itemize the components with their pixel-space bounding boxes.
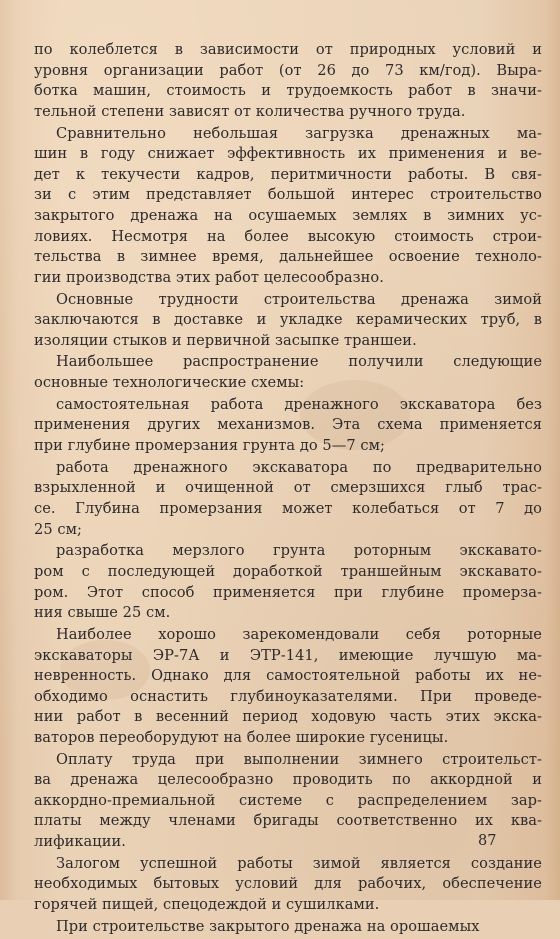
text-line: применения других механизмов. Эта схема применяется [34,416,542,434]
text-line: Сравнительно небольшая загрузка дренажных ма- [56,124,542,142]
text-line: разработка мерзлого грунта роторным экскавато- [56,542,542,560]
paragraph-p2 [34,124,542,289]
text-line: работа дренажного экскаватора по предварительно [56,458,542,476]
text-line: ром с последующей доработкой траншейным экскавато- [34,562,542,580]
text-line: гии производства этих работ целесообразно. [34,268,384,286]
paragraph-p10 [34,854,542,916]
text-line: обходимо оснастить глубиноуказателями. При проведе- [34,687,542,705]
text-line: ния свыше 25 см. [34,604,171,622]
text-line: тельства в зимнее время, дальнейшее освоение техноло- [34,248,542,266]
paragraph-p5 [34,395,542,457]
text-line: необходимых бытовых условий для рабочих, обеспечение [34,875,542,893]
paragraph-p3 [34,290,542,352]
paragraph-p8 [34,625,542,749]
text-line: Наиболее хорошо зарекомендовали себя роторные [56,625,542,643]
text-line: платы между членами бригады соответственно их ква- [34,812,542,830]
text-line: тельной степени зависят от количества ручного труда. [34,102,466,120]
text-line: ваторов переоборудуют на более широкие гусеницы. [34,728,449,746]
text-line: по колеблется в зависимости от природных условий и [34,41,542,58]
page-body-text [34,40,542,939]
text-line: самостоятельная работа дренажного экскаватора без [56,395,542,413]
text-line: невренность. Однако для самостоятельной работы их не- [34,667,542,685]
paragraph-p6 [34,458,542,540]
text-line: Залогом успешной работы зимой является создание [56,854,542,872]
text-line: ботка машин, стоимость и трудоемкость работ в значи- [34,82,542,100]
text-line: дет к текучести кадров, перитмичности работы. В свя- [34,165,542,183]
page-number: 87 [478,833,497,849]
paragraph-p1 [34,40,542,122]
text-line: 25 см; [34,520,82,538]
text-line: основные технологические схемы: [34,374,305,392]
text-line: горячей пищей, спецодеждой и сушилками. [34,896,380,914]
text-line: зи с этим представляет большой интерес строительство [34,186,542,204]
text-line: заключаются в доставке и укладке керамических труб, в [34,311,542,329]
text-line: шин в году снижает эффективность их применения и ве- [34,145,542,163]
text-line: ва дренажа целесообразно проводить по аккордной и [34,771,542,789]
text-line: Оплату труда при выполнении зимнего строительст- [56,750,542,768]
paragraph-p11 [34,917,542,938]
text-line: лификации. [34,833,126,851]
text-line: ром. Этот способ применяется при глубине промерза- [34,583,542,601]
text-line: се. Глубина промерзания может колебаться от 7 до [34,500,542,517]
text-line: уровня организации работ (от 26 до 73 км/год). Выра- [34,61,542,79]
text-line: аккордно-премиальной системе с распределением зар- [34,791,542,809]
text-line: Наибольшее распространение получили следующие [56,353,542,371]
text-line: закрытого дренажа на осушаемых землях в зимних ус- [34,206,542,224]
text-line: При строительстве закрытого дренажа на орошаемых [56,917,480,935]
text-line: при глубине промерзания грунта до 5—7 см; [34,437,386,455]
text-line: нии работ в весенний период ходовую часть этих экска- [34,708,542,726]
paragraph-p7 [34,541,542,623]
text-line: ловиях. Несмотря на более высокую стоимость строи- [34,227,542,245]
text-line: Основные трудности строительства дренажа зимой [56,290,542,308]
paragraph-p9 [34,750,542,853]
text-line: изоляции стыков и первичной засыпке траншеи. [34,331,417,349]
paragraph-p4 [34,352,542,393]
text-line: взрыхленной и очищенной от смерзшихся глыб трас- [34,479,542,497]
text-line: экскаваторы ЭР-7А и ЭТР-141, имеющие лучшую ма- [34,646,542,664]
